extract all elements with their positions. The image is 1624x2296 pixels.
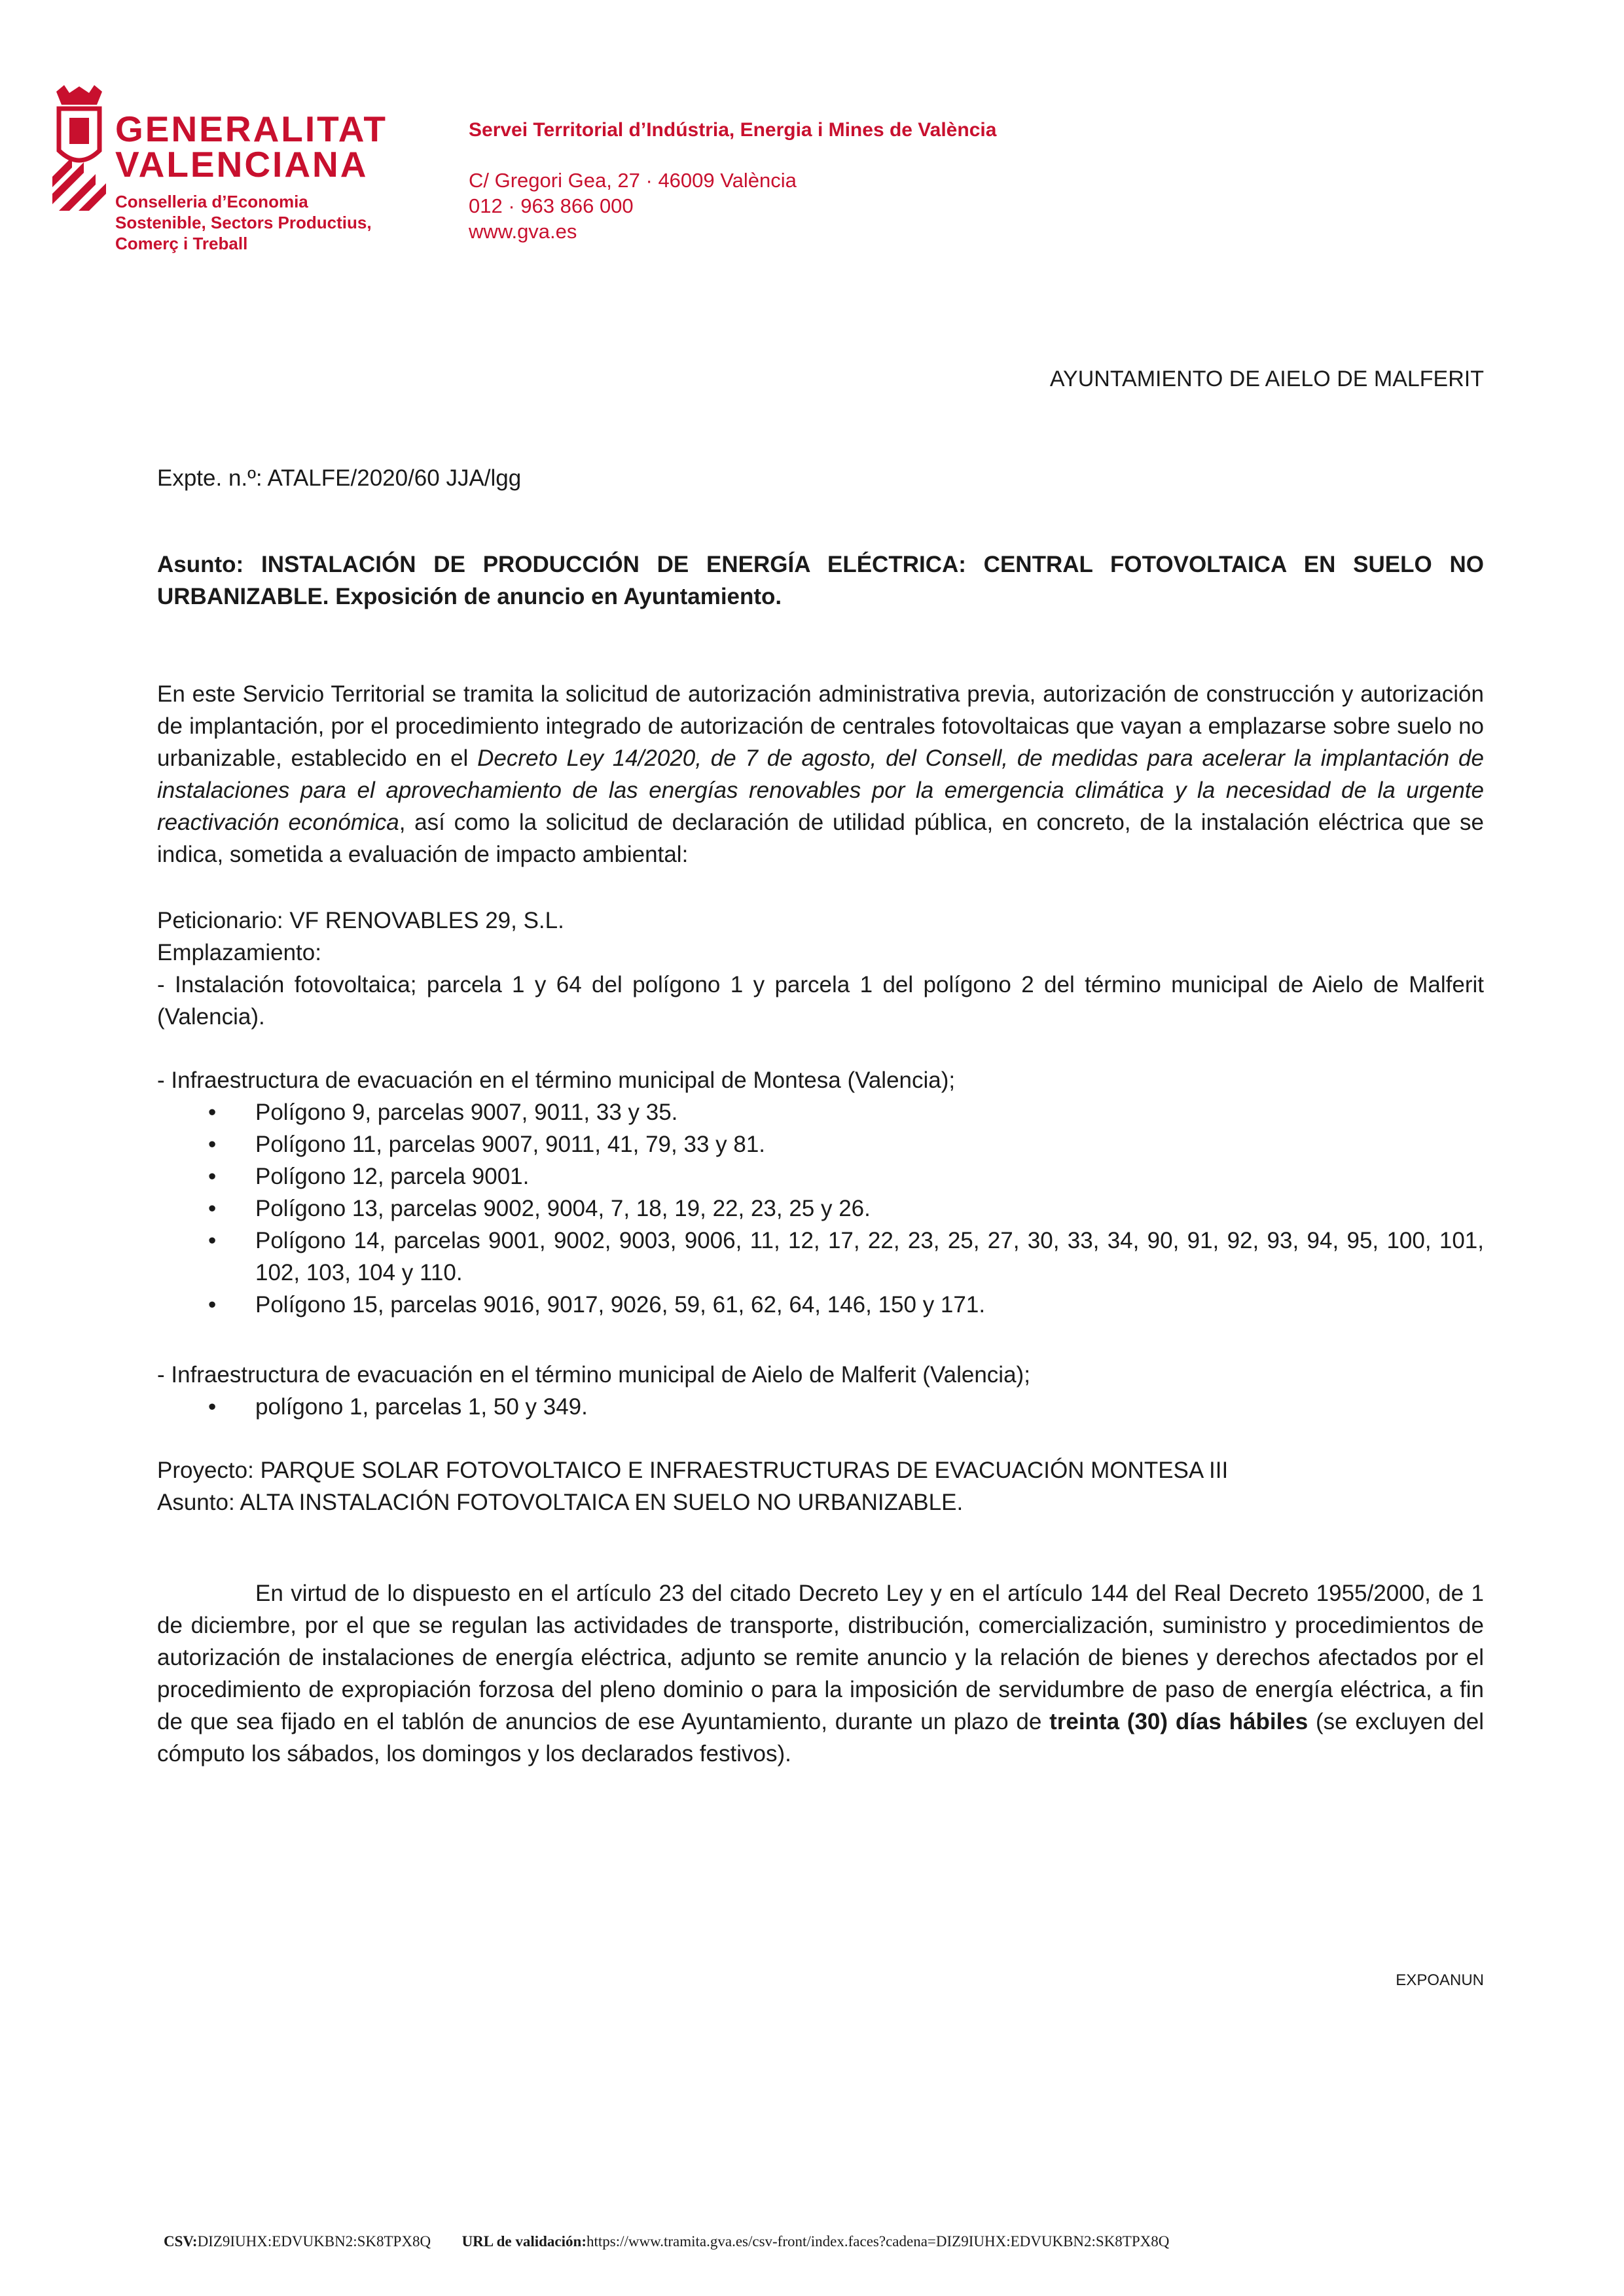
recipient: AYUNTAMIENTO DE AIELO DE MALFERIT: [1049, 367, 1484, 391]
list-item: • Polígono 13, parcelas 9002, 9004, 7, 18, 19, 22, 23, 25 y 26.: [157, 1193, 1484, 1225]
logo-department: Conselleria d’Economia Sostenible, Sectors Productius, Comerç i Treball: [115, 192, 372, 253]
address: C/ Gregori Gea, 27 · 46009 València: [469, 169, 797, 192]
service-name: Servei Territorial d’Indústria, Energia i Mines de València: [469, 119, 997, 141]
subject: Asunto: INSTALACIÓN DE PRODUCCIÓN DE ENERGÍA ELÉCTRICA: CENTRAL FOTOVOLTAICA EN SUELO NO URBANIZABLE. Exposición de anuncio en Ayuntamiento.: [157, 552, 1484, 609]
logo-line-2: VALENCIANA: [115, 144, 369, 185]
document-code: EXPOANUN: [1396, 1971, 1484, 1989]
closing-text-1: En virtud de lo dispuesto en el artículo 23 del citado Decreto Ley y en el artículo 144 del Real Decreto 1955/2000, de 1 de diciembre, por el que se regulan las actividades de transporte, distribución, comercialización, suministro y procedimientos de autorización de instalaciones de energía eléctrica, adjunto se remite anuncio y la relación de bienes y derechos afectados por el procedimiento de expropiación forzosa del pleno dominio o para la imposición de servidumbre de paso de energía eléctrica, a fin de que sea fijado en el tablón de anuncios de ese Ayuntamiento, durante un plazo de: [157, 1581, 1484, 1734]
intro-paragraph: [157, 678, 1484, 870]
intro-text-1: En este Servicio Territorial se tramita la solicitud de autorización administrativa previa, autorización de construcción y autorización de implantación, por el procedimiento integrado de autorización de centrales fotovoltaicas que vayan a emplazarse sobre suelo no urbanizable, establecido en el: [157, 681, 1484, 771]
montesa-block: [157, 1064, 1484, 1321]
petitioner: Peticionario: VF RENOVABLES 29, S.L.: [157, 908, 564, 933]
intro-text-2: , así como la solicitud de declaración de utilidad pública, en concreto, de la instalación eléctrica que se indica, sometida a evaluación de impacto ambiental:: [157, 810, 1484, 867]
montesa-title: - Infraestructura de evacuación en el término municipal de Montesa (Valencia);: [157, 1067, 956, 1093]
list-item: • Polígono 11, parcelas 9007, 9011, 41, 79, 33 y 81.: [157, 1128, 1484, 1160]
project-block: [157, 1454, 1484, 1518]
website-link[interactable]: www.gva.es: [469, 220, 577, 243]
installation-location: - Instalación fotovoltaica; parcela 1 y 64 del polígono 1 y parcela 1 del polígono 2 del término municipal de Aielo de Malferit (Valencia).: [157, 972, 1484, 1030]
gva-logo: [50, 85, 390, 262]
aielo-block: [157, 1359, 1484, 1423]
validation-url-link[interactable]: https://www.tramita.gva.es/csv-front/index.faces?cadena=DIZ9IUHX:EDVUKBN2:SK8TPX8Q: [586, 2233, 1170, 2250]
url-label: URL de validación:: [461, 2233, 586, 2250]
list-item: • polígono 1, parcelas 1, 50 y 349.: [157, 1391, 1484, 1423]
aielo-parcel-list: [157, 1391, 1484, 1423]
logo-line-1: GENERALITAT: [115, 109, 388, 149]
closing-paragraph: [157, 1577, 1484, 1770]
decree-reference: Decreto Ley 14/2020, de 7 de agosto, del Consell, de medidas para acelerar la implantación de instalaciones para el aprovechamiento de las energías renovables por la emergencia climática y la necesidad de la urgente reactivación económica: [157, 745, 1484, 835]
file-number: Expte. n.º: ATALFE/2020/60 JJA/lgg: [157, 465, 522, 491]
list-item: • Polígono 15, parcelas 9016, 9017, 9026, 59, 61, 62, 64, 146, 150 y 171.: [157, 1289, 1484, 1321]
deadline: treinta (30) días hábiles: [1049, 1709, 1308, 1734]
project-subject: Asunto: ALTA INSTALACIÓN FOTOVOLTAICA EN SUELO NO URBANIZABLE.: [157, 1490, 964, 1515]
validation-footer: [164, 2233, 1169, 2250]
phone: 012 · 963 866 000: [469, 194, 634, 217]
closing-text-2: (se excluyen del cómputo los sábados, los domingos y los declarados festivos).: [157, 1709, 1485, 1767]
contact-block: [469, 168, 797, 244]
aielo-title: - Infraestructura de evacuación en el término municipal de Aielo de Malferit (Valencia);: [157, 1362, 1030, 1388]
list-item: • Polígono 12, parcela 9001.: [157, 1160, 1484, 1193]
logo-wordmark: [115, 109, 388, 185]
coat-of-arms-icon: [50, 85, 109, 216]
csv-label: CSV:: [164, 2233, 198, 2250]
list-item: • Polígono 14, parcelas 9001, 9002, 9003, 9006, 11, 12, 17, 22, 23, 25, 27, 30, 33, 34, 90, 91, 92, 93, 94, 95, 100, 101, 102, 103, 104 y 110.: [157, 1225, 1484, 1289]
list-item: • Polígono 9, parcelas 9007, 9011, 33 y 35.: [157, 1096, 1484, 1128]
project-name: Proyecto: PARQUE SOLAR FOTOVOLTAICO E INFRAESTRUCTURAS DE EVACUACIÓN MONTESA III: [157, 1458, 1229, 1483]
location-label: Emplazamiento:: [157, 940, 321, 965]
montesa-parcel-list: [157, 1096, 1484, 1321]
petition-block: [157, 905, 1484, 1033]
csv-value: DIZ9IUHX:EDVUKBN2:SK8TPX8Q: [197, 2233, 431, 2250]
